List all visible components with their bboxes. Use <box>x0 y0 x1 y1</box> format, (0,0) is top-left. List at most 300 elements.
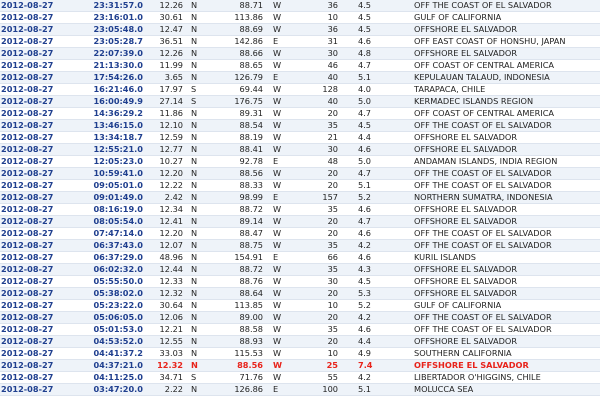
quake-longitude: 88.54 <box>217 120 265 132</box>
quake-depth: 20 <box>299 312 344 324</box>
quake-depth: 20 <box>299 180 344 192</box>
quake-magnitude: 5.2 <box>344 192 408 204</box>
quake-magnitude: 4.6 <box>344 324 408 336</box>
quake-lon-hemisphere: E <box>265 252 299 264</box>
quake-depth: 30 <box>299 48 344 60</box>
quake-time-link[interactable]: 21:13:30.0 <box>63 60 147 72</box>
quake-date-link[interactable]: 2012-08-27 <box>0 96 63 108</box>
quake-depth: 30 <box>299 276 344 288</box>
quake-row <box>0 276 600 288</box>
quake-row <box>0 132 600 144</box>
quake-latitude: 12.21 <box>147 324 185 336</box>
quake-lon-hemisphere: W <box>265 288 299 300</box>
quake-lat-hemisphere: N <box>185 0 217 12</box>
quake-depth: 35 <box>299 204 344 216</box>
quake-depth: 35 <box>299 324 344 336</box>
quake-depth: 10 <box>299 300 344 312</box>
quake-magnitude: 7.4 <box>344 360 408 372</box>
quake-longitude: 113.86 <box>217 12 265 24</box>
quake-depth: 35 <box>299 264 344 276</box>
quake-longitude: 88.76 <box>217 276 265 288</box>
quake-time-link[interactable]: 08:05:54.0 <box>63 216 147 228</box>
quake-longitude: 88.71 <box>217 0 265 12</box>
quake-row <box>0 372 600 384</box>
quake-depth: 46 <box>299 60 344 72</box>
quake-longitude: 154.91 <box>217 252 265 264</box>
quake-magnitude: 4.7 <box>344 60 408 72</box>
quake-longitude: 88.72 <box>217 264 265 276</box>
quake-row <box>0 60 600 72</box>
quake-lat-hemisphere: S <box>185 96 217 108</box>
quake-lon-hemisphere: W <box>265 240 299 252</box>
quake-lat-hemisphere: N <box>185 264 217 276</box>
quake-latitude: 11.86 <box>147 108 185 120</box>
quake-row <box>0 156 600 168</box>
quake-depth: 31 <box>299 36 344 48</box>
quake-row <box>0 252 600 264</box>
quake-lon-hemisphere: W <box>265 348 299 360</box>
quake-depth: 20 <box>299 336 344 348</box>
quake-lat-hemisphere: N <box>185 120 217 132</box>
quake-date-link[interactable]: 2012-08-27 <box>0 144 63 156</box>
quake-region: OFFSHORE EL SALVADOR <box>408 276 600 288</box>
quake-time-link[interactable]: 22:07:39.0 <box>63 48 147 60</box>
quake-row <box>0 48 600 60</box>
quake-magnitude: 4.4 <box>344 336 408 348</box>
quake-magnitude: 5.1 <box>344 384 408 396</box>
quake-time-link[interactable]: 04:53:52.0 <box>63 336 147 348</box>
quake-lat-hemisphere: N <box>185 192 217 204</box>
quake-lat-hemisphere: N <box>185 48 217 60</box>
quake-lat-hemisphere: N <box>185 360 217 372</box>
quake-longitude: 115.53 <box>217 348 265 360</box>
quake-depth: 36 <box>299 0 344 12</box>
quake-latitude: 2.22 <box>147 384 185 396</box>
quake-magnitude: 4.6 <box>344 252 408 264</box>
quake-lat-hemisphere: N <box>185 132 217 144</box>
quake-date-link[interactable]: 2012-08-27 <box>0 60 63 72</box>
quake-depth: 100 <box>299 384 344 396</box>
quake-region: NORTHERN SUMATRA, INDONESIA <box>408 192 600 204</box>
quake-latitude: 2.42 <box>147 192 185 204</box>
quake-longitude: 88.56 <box>217 360 265 372</box>
quake-lat-hemisphere: N <box>185 384 217 396</box>
quake-longitude: 88.47 <box>217 228 265 240</box>
quake-time-link[interactable]: 23:05:28.7 <box>63 36 147 48</box>
quake-time-link[interactable]: 10:59:41.0 <box>63 168 147 180</box>
quake-latitude: 33.03 <box>147 348 185 360</box>
quake-time-link[interactable]: 09:01:49.0 <box>63 192 147 204</box>
quake-magnitude: 4.6 <box>344 228 408 240</box>
quake-date-link[interactable]: 2012-08-27 <box>0 312 63 324</box>
quake-region: ANDAMAN ISLANDS, INDIA REGION <box>408 156 600 168</box>
quake-region: LIBERTADOR O'HIGGINS, CHILE <box>408 372 600 384</box>
quake-region: OFF THE COAST OF EL SALVADOR <box>408 120 600 132</box>
quake-region: KURIL ISLANDS <box>408 252 600 264</box>
quake-depth: 30 <box>299 144 344 156</box>
quake-row <box>0 36 600 48</box>
quake-row <box>0 384 600 396</box>
quake-lat-hemisphere: N <box>185 156 217 168</box>
quake-row <box>0 288 600 300</box>
quake-region: OFF COAST OF CENTRAL AMERICA <box>408 60 600 72</box>
quake-time-link[interactable]: 05:01:53.0 <box>63 324 147 336</box>
quake-lon-hemisphere: W <box>265 24 299 36</box>
quake-row <box>0 0 600 12</box>
quake-time-link[interactable]: 05:23:22.0 <box>63 300 147 312</box>
quake-lon-hemisphere: W <box>265 372 299 384</box>
quake-date-link[interactable]: 2012-08-27 <box>0 12 63 24</box>
quake-time-link[interactable]: 06:37:29.0 <box>63 252 147 264</box>
quake-time-link[interactable]: 04:11:25.0 <box>63 372 147 384</box>
quake-latitude: 17.97 <box>147 84 185 96</box>
quake-date-link[interactable]: 2012-08-27 <box>0 120 63 132</box>
quake-region: OFF THE COAST OF EL SALVADOR <box>408 240 600 252</box>
quake-latitude: 12.20 <box>147 168 185 180</box>
quake-longitude: 176.75 <box>217 96 265 108</box>
quake-lat-hemisphere: N <box>185 24 217 36</box>
quake-lon-hemisphere: W <box>265 180 299 192</box>
quake-date-link[interactable]: 2012-08-27 <box>0 48 63 60</box>
quake-date-link[interactable]: 2012-08-27 <box>0 384 63 396</box>
quake-lon-hemisphere: W <box>265 228 299 240</box>
quake-lat-hemisphere: N <box>185 336 217 348</box>
quake-row <box>0 312 600 324</box>
quake-latitude: 11.99 <box>147 60 185 72</box>
quake-magnitude: 4.7 <box>344 216 408 228</box>
quake-latitude: 12.41 <box>147 216 185 228</box>
quake-longitude: 88.41 <box>217 144 265 156</box>
quake-date-link[interactable]: 2012-08-27 <box>0 372 63 384</box>
quake-magnitude: 4.6 <box>344 204 408 216</box>
quake-longitude: 89.31 <box>217 108 265 120</box>
quake-row <box>0 120 600 132</box>
quake-depth: 40 <box>299 72 344 84</box>
quake-region: OFFSHORE EL SALVADOR <box>408 24 600 36</box>
quake-magnitude: 4.5 <box>344 24 408 36</box>
quake-magnitude: 4.5 <box>344 276 408 288</box>
quake-time-link[interactable]: 23:05:48.0 <box>63 24 147 36</box>
quake-row <box>0 168 600 180</box>
quake-lat-hemisphere: S <box>185 372 217 384</box>
quake-lat-hemisphere: N <box>185 252 217 264</box>
quake-time-link[interactable]: 17:54:26.0 <box>63 72 147 84</box>
quake-lon-hemisphere: W <box>265 336 299 348</box>
quake-magnitude: 4.6 <box>344 36 408 48</box>
quake-region: OFFSHORE EL SALVADOR <box>408 132 600 144</box>
quake-depth: 20 <box>299 216 344 228</box>
quake-depth: 10 <box>299 348 344 360</box>
quake-time-link[interactable]: 05:38:02.0 <box>63 288 147 300</box>
quake-date-link[interactable]: 2012-08-27 <box>0 348 63 360</box>
quake-longitude: 142.86 <box>217 36 265 48</box>
quake-date-link[interactable]: 2012-08-27 <box>0 204 63 216</box>
quake-lat-hemisphere: N <box>185 300 217 312</box>
quake-latitude: 12.32 <box>147 288 185 300</box>
quake-row <box>0 180 600 192</box>
quake-region: OFF COAST OF CENTRAL AMERICA <box>408 108 600 120</box>
quake-lon-hemisphere: W <box>265 300 299 312</box>
quake-lon-hemisphere: W <box>265 96 299 108</box>
quake-depth: 55 <box>299 372 344 384</box>
quake-row <box>0 240 600 252</box>
quake-date-link[interactable]: 2012-08-27 <box>0 252 63 264</box>
quake-latitude: 36.51 <box>147 36 185 48</box>
quake-region: OFFSHORE EL SALVADOR <box>408 48 600 60</box>
quake-longitude: 89.00 <box>217 312 265 324</box>
quake-latitude: 30.64 <box>147 300 185 312</box>
quake-latitude: 12.59 <box>147 132 185 144</box>
quake-magnitude: 4.0 <box>344 84 408 96</box>
quake-depth: 20 <box>299 228 344 240</box>
quake-latitude: 12.10 <box>147 120 185 132</box>
quake-latitude: 12.07 <box>147 240 185 252</box>
quake-region: KERMADEC ISLANDS REGION <box>408 96 600 108</box>
quake-longitude: 98.99 <box>217 192 265 204</box>
quake-row <box>0 24 600 36</box>
quake-time-link[interactable]: 09:05:01.0 <box>63 180 147 192</box>
quake-lon-hemisphere: W <box>265 132 299 144</box>
quake-region: SOUTHERN CALIFORNIA <box>408 348 600 360</box>
quake-depth: 128 <box>299 84 344 96</box>
quake-lon-hemisphere: W <box>265 312 299 324</box>
quake-row <box>0 228 600 240</box>
quake-latitude: 12.55 <box>147 336 185 348</box>
quake-date-link[interactable]: 2012-08-27 <box>0 24 63 36</box>
quake-date-link[interactable]: 2012-08-27 <box>0 300 63 312</box>
quake-longitude: 88.65 <box>217 60 265 72</box>
quake-magnitude: 4.7 <box>344 108 408 120</box>
quake-row <box>0 12 600 24</box>
quake-longitude: 89.14 <box>217 216 265 228</box>
quake-row <box>0 336 600 348</box>
quake-region: OFF THE COAST OF EL SALVADOR <box>408 180 600 192</box>
quake-region: OFF EAST COAST OF HONSHU, JAPAN <box>408 36 600 48</box>
quake-lon-hemisphere: W <box>265 0 299 12</box>
quake-magnitude: 4.7 <box>344 168 408 180</box>
quake-lat-hemisphere: N <box>185 12 217 24</box>
quake-magnitude: 5.3 <box>344 288 408 300</box>
quake-latitude: 12.26 <box>147 0 185 12</box>
quake-longitude: 88.33 <box>217 180 265 192</box>
quake-lon-hemisphere: W <box>265 48 299 60</box>
quake-region: OFFSHORE EL SALVADOR <box>408 144 600 156</box>
quake-depth: 40 <box>299 96 344 108</box>
quake-time-link[interactable]: 23:31:57.0 <box>63 0 147 12</box>
quake-row <box>0 144 600 156</box>
quake-date-link[interactable]: 2012-08-27 <box>0 108 63 120</box>
quake-time-link[interactable]: 06:37:43.0 <box>63 240 147 252</box>
quake-depth: 20 <box>299 288 344 300</box>
quake-time-link[interactable]: 05:06:05.0 <box>63 312 147 324</box>
quake-date-link[interactable]: 2012-08-27 <box>0 180 63 192</box>
quake-lon-hemisphere: W <box>265 276 299 288</box>
quake-row <box>0 204 600 216</box>
quake-depth: 35 <box>299 240 344 252</box>
quake-longitude: 71.76 <box>217 372 265 384</box>
quake-row <box>0 264 600 276</box>
quake-time-link[interactable]: 16:00:49.9 <box>63 96 147 108</box>
quake-date-link[interactable]: 2012-08-27 <box>0 360 63 372</box>
quake-magnitude: 4.2 <box>344 312 408 324</box>
quake-longitude: 88.58 <box>217 324 265 336</box>
quake-longitude: 113.85 <box>217 300 265 312</box>
quake-region: OFFSHORE EL SALVADOR <box>408 216 600 228</box>
quake-region: OFF THE COAST OF EL SALVADOR <box>408 168 600 180</box>
quake-region: GULF OF CALIFORNIA <box>408 300 600 312</box>
quake-lon-hemisphere: W <box>265 84 299 96</box>
quake-date-link[interactable]: 2012-08-27 <box>0 192 63 204</box>
quake-date-link[interactable]: 2012-08-27 <box>0 72 63 84</box>
quake-region: OFF THE COAST OF EL SALVADOR <box>408 0 600 12</box>
quake-row <box>0 192 600 204</box>
quake-time-link[interactable]: 14:36:29.2 <box>63 108 147 120</box>
quake-date-link[interactable]: 2012-08-27 <box>0 36 63 48</box>
quake-date-link[interactable]: 2012-08-27 <box>0 216 63 228</box>
quake-latitude: 12.33 <box>147 276 185 288</box>
quake-time-link[interactable]: 16:21:46.0 <box>63 84 147 96</box>
quake-lat-hemisphere: S <box>185 84 217 96</box>
quake-time-link[interactable]: 06:02:32.0 <box>63 264 147 276</box>
quake-region: OFF THE COAST OF EL SALVADOR <box>408 324 600 336</box>
quake-lon-hemisphere: E <box>265 36 299 48</box>
quake-magnitude: 5.1 <box>344 180 408 192</box>
quake-magnitude: 5.1 <box>344 72 408 84</box>
quake-depth: 20 <box>299 168 344 180</box>
quake-depth: 66 <box>299 252 344 264</box>
quake-region: OFFSHORE EL SALVADOR <box>408 264 600 276</box>
quake-latitude: 12.44 <box>147 264 185 276</box>
quake-longitude: 88.69 <box>217 24 265 36</box>
quake-date-link[interactable]: 2012-08-27 <box>0 168 63 180</box>
quake-lat-hemisphere: N <box>185 312 217 324</box>
quake-lat-hemisphere: N <box>185 72 217 84</box>
quake-region: OFFSHORE EL SALVADOR <box>408 288 600 300</box>
quake-lon-hemisphere: W <box>265 324 299 336</box>
quake-lat-hemisphere: N <box>185 216 217 228</box>
quake-longitude: 88.75 <box>217 240 265 252</box>
quake-magnitude: 4.3 <box>344 264 408 276</box>
quake-row <box>0 216 600 228</box>
quake-magnitude: 5.0 <box>344 96 408 108</box>
quake-date-link[interactable]: 2012-08-27 <box>0 84 63 96</box>
quake-lon-hemisphere: E <box>265 192 299 204</box>
quake-magnitude: 4.6 <box>344 144 408 156</box>
quake-lat-hemisphere: N <box>185 108 217 120</box>
quake-depth: 157 <box>299 192 344 204</box>
quake-date-link[interactable]: 2012-08-27 <box>0 228 63 240</box>
quake-date-link[interactable]: 2012-08-27 <box>0 264 63 276</box>
quake-region: OFFSHORE EL SALVADOR <box>408 360 600 372</box>
quake-latitude: 12.06 <box>147 312 185 324</box>
quake-magnitude: 4.8 <box>344 48 408 60</box>
quake-row <box>0 300 600 312</box>
quake-lat-hemisphere: N <box>185 36 217 48</box>
quake-row-highlighted <box>0 360 600 372</box>
quake-magnitude: 4.5 <box>344 120 408 132</box>
quake-lon-hemisphere: W <box>265 144 299 156</box>
quake-latitude: 48.96 <box>147 252 185 264</box>
quake-date-link[interactable]: 2012-08-27 <box>0 156 63 168</box>
quake-magnitude: 4.2 <box>344 240 408 252</box>
quake-latitude: 30.61 <box>147 12 185 24</box>
quake-latitude: 12.32 <box>147 360 185 372</box>
quake-row <box>0 96 600 108</box>
quake-region: GULF OF CALIFORNIA <box>408 12 600 24</box>
quake-lon-hemisphere: W <box>265 168 299 180</box>
quake-region: TARAPACA, CHILE <box>408 84 600 96</box>
quake-lat-hemisphere: N <box>185 60 217 72</box>
quake-time-link[interactable]: 12:05:23.0 <box>63 156 147 168</box>
quake-lon-hemisphere: W <box>265 204 299 216</box>
quake-time-link[interactable]: 04:41:37.2 <box>63 348 147 360</box>
quake-time-link[interactable]: 04:37:21.0 <box>63 360 147 372</box>
quake-time-link[interactable]: 12:55:21.0 <box>63 144 147 156</box>
quake-row <box>0 72 600 84</box>
quake-date-link[interactable]: 2012-08-27 <box>0 240 63 252</box>
quake-latitude: 12.34 <box>147 204 185 216</box>
quake-region: MOLUCCA SEA <box>408 384 600 396</box>
quake-date-link[interactable]: 2012-08-27 <box>0 324 63 336</box>
quake-time-link[interactable]: 05:55:50.0 <box>63 276 147 288</box>
quake-latitude: 12.20 <box>147 228 185 240</box>
quake-time-link[interactable]: 23:16:01.0 <box>63 12 147 24</box>
quake-lat-hemisphere: N <box>185 276 217 288</box>
quake-longitude: 88.93 <box>217 336 265 348</box>
quake-magnitude: 4.5 <box>344 12 408 24</box>
quake-row <box>0 84 600 96</box>
quake-date-link[interactable]: 2012-08-27 <box>0 0 63 12</box>
quake-time-link[interactable]: 13:46:15.0 <box>63 120 147 132</box>
quake-date-link[interactable]: 2012-08-27 <box>0 276 63 288</box>
quake-time-link[interactable]: 07:47:14.0 <box>63 228 147 240</box>
quake-longitude: 126.79 <box>217 72 265 84</box>
quake-lon-hemisphere: W <box>265 264 299 276</box>
quake-lon-hemisphere: W <box>265 120 299 132</box>
quake-depth: 35 <box>299 120 344 132</box>
quake-magnitude: 5.2 <box>344 300 408 312</box>
quake-date-link[interactable]: 2012-08-27 <box>0 132 63 144</box>
quake-magnitude: 4.2 <box>344 372 408 384</box>
quake-latitude: 12.22 <box>147 180 185 192</box>
quake-time-link[interactable]: 13:34:18.7 <box>63 132 147 144</box>
quake-time-link[interactable]: 03:47:20.0 <box>63 384 147 396</box>
quake-date-link[interactable]: 2012-08-27 <box>0 336 63 348</box>
quake-longitude: 88.56 <box>217 168 265 180</box>
quake-longitude: 126.86 <box>217 384 265 396</box>
quake-region: OFFSHORE EL SALVADOR <box>408 204 600 216</box>
quake-depth: 21 <box>299 132 344 144</box>
quake-time-link[interactable]: 08:16:19.0 <box>63 204 147 216</box>
quake-lat-hemisphere: N <box>185 144 217 156</box>
quake-depth: 20 <box>299 108 344 120</box>
quake-row <box>0 108 600 120</box>
quake-lon-hemisphere: E <box>265 384 299 396</box>
quake-date-link[interactable]: 2012-08-27 <box>0 288 63 300</box>
quake-lon-hemisphere: W <box>265 108 299 120</box>
quake-longitude: 69.44 <box>217 84 265 96</box>
quake-magnitude: 4.5 <box>344 0 408 12</box>
quake-longitude: 88.66 <box>217 48 265 60</box>
quake-longitude: 88.64 <box>217 288 265 300</box>
quake-latitude: 12.26 <box>147 48 185 60</box>
quake-latitude: 3.65 <box>147 72 185 84</box>
quake-lat-hemisphere: N <box>185 168 217 180</box>
quake-lon-hemisphere: E <box>265 156 299 168</box>
quake-longitude: 88.19 <box>217 132 265 144</box>
quake-lat-hemisphere: N <box>185 324 217 336</box>
quake-lon-hemisphere: E <box>265 72 299 84</box>
